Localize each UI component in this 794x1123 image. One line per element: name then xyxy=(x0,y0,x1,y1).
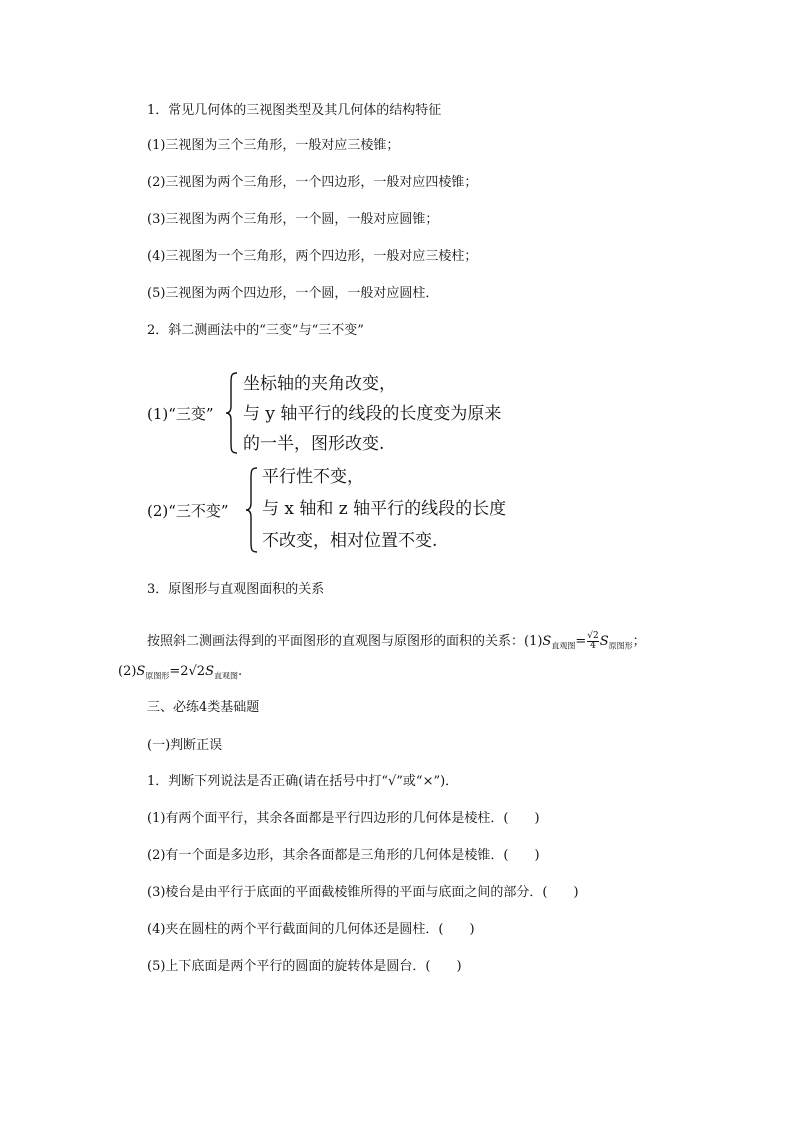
area-relation-line-1 xyxy=(147,632,646,655)
section1-heading: 1．常见几何体的三视图类型及其几何体的结构特征 xyxy=(147,103,442,118)
subscript-zhiguan: 直观图 xyxy=(551,641,576,651)
s-symbol: S xyxy=(599,634,609,649)
section1-item-4: (4)三视图为一个三角形，两个四边形，一般对应三棱柱； xyxy=(147,249,478,264)
sanbian-line-2: 与 y 轴平行的线段的长度变为原来 xyxy=(243,404,502,424)
subscript-zhiguan: 直观图 xyxy=(213,671,238,681)
sanbubian-line-1: 平行性不变， xyxy=(262,467,364,487)
section1-item-5: (5)三视图为两个四边形，一个圆，一般对应圆柱． xyxy=(147,286,439,301)
section3-heading: 3．原图形与直观图面积的关系 xyxy=(147,582,325,597)
line-end-period: . xyxy=(237,664,243,679)
line-end-semicolon: ； xyxy=(632,634,646,649)
s-symbol: S xyxy=(542,634,552,649)
equals-sign: = xyxy=(575,634,587,649)
sanbian-line-3: 的一半，图形改变. xyxy=(243,434,385,454)
area-relation-line-2 xyxy=(118,664,242,685)
judge-item-4: (4)夹在圆柱的两个平行截面间的几何体还是圆柱．( ) xyxy=(147,922,475,937)
fraction xyxy=(587,632,598,651)
left-brace-icon xyxy=(245,467,259,553)
sanbubian-label: (2)“三不变” xyxy=(147,502,229,520)
section4-heading: 三、必练4类基础题 xyxy=(147,700,260,715)
judge-item-5: (5)上下底面是两个平行的圆面的旋转体是圆台．( ) xyxy=(147,959,462,974)
sanbubian-line-3: 不改变，相对位置不变. xyxy=(262,531,438,551)
subscript-yuan: 原图形 xyxy=(608,641,633,651)
subscript-yuan: 原图形 xyxy=(145,671,170,681)
left-brace-icon xyxy=(225,372,239,454)
area-relation-intro: 按照斜二测画法得到的平面图形的直观图与原图形的面积的关系：(1) xyxy=(147,634,543,649)
s-symbol: S xyxy=(136,664,146,679)
coefficient: 2√2 xyxy=(180,664,206,679)
question-1: 1．判断下列说法是否正确(请在括号中打“√”或“×”)． xyxy=(147,774,459,789)
section2-heading: 2．斜二测画法中的“三变”与“三不变” xyxy=(147,323,364,338)
sanbubian-line-2: 与 x 轴和 z 轴平行的线段的长度 xyxy=(262,499,507,519)
fraction-numerator: √2 xyxy=(587,631,599,641)
sanbian-line-1: 坐标轴的夹角改变， xyxy=(243,374,396,394)
judge-item-1: (1)有两个面平行，其余各面都是平行四边形的几何体是棱柱．( ) xyxy=(147,811,540,826)
equals-sign: = xyxy=(169,664,181,679)
sanbian-label: (1)“三变” xyxy=(147,405,214,423)
section1-item-1: (1)三视图为三个三角形，一般对应三棱锥； xyxy=(147,138,400,153)
section1-item-3: (3)三视图为两个三角形，一个圆，一般对应圆锥； xyxy=(147,212,439,227)
section4-subheading: (一)判断正误 xyxy=(147,738,223,753)
section1-item-2: (2)三视图为两个三角形，一个四边形，一般对应四棱锥； xyxy=(147,175,478,190)
fraction-denominator: 4 xyxy=(590,641,596,651)
judge-item-2: (2)有一个面是多边形，其余各面都是三角形的几何体是棱锥．( ) xyxy=(147,848,540,863)
judge-item-3: (3)棱台是由平行于底面的平面截棱锥所得的平面与底面之间的部分．( ) xyxy=(147,885,579,900)
item2-prefix: (2) xyxy=(118,664,137,679)
s-symbol: S xyxy=(205,664,214,679)
